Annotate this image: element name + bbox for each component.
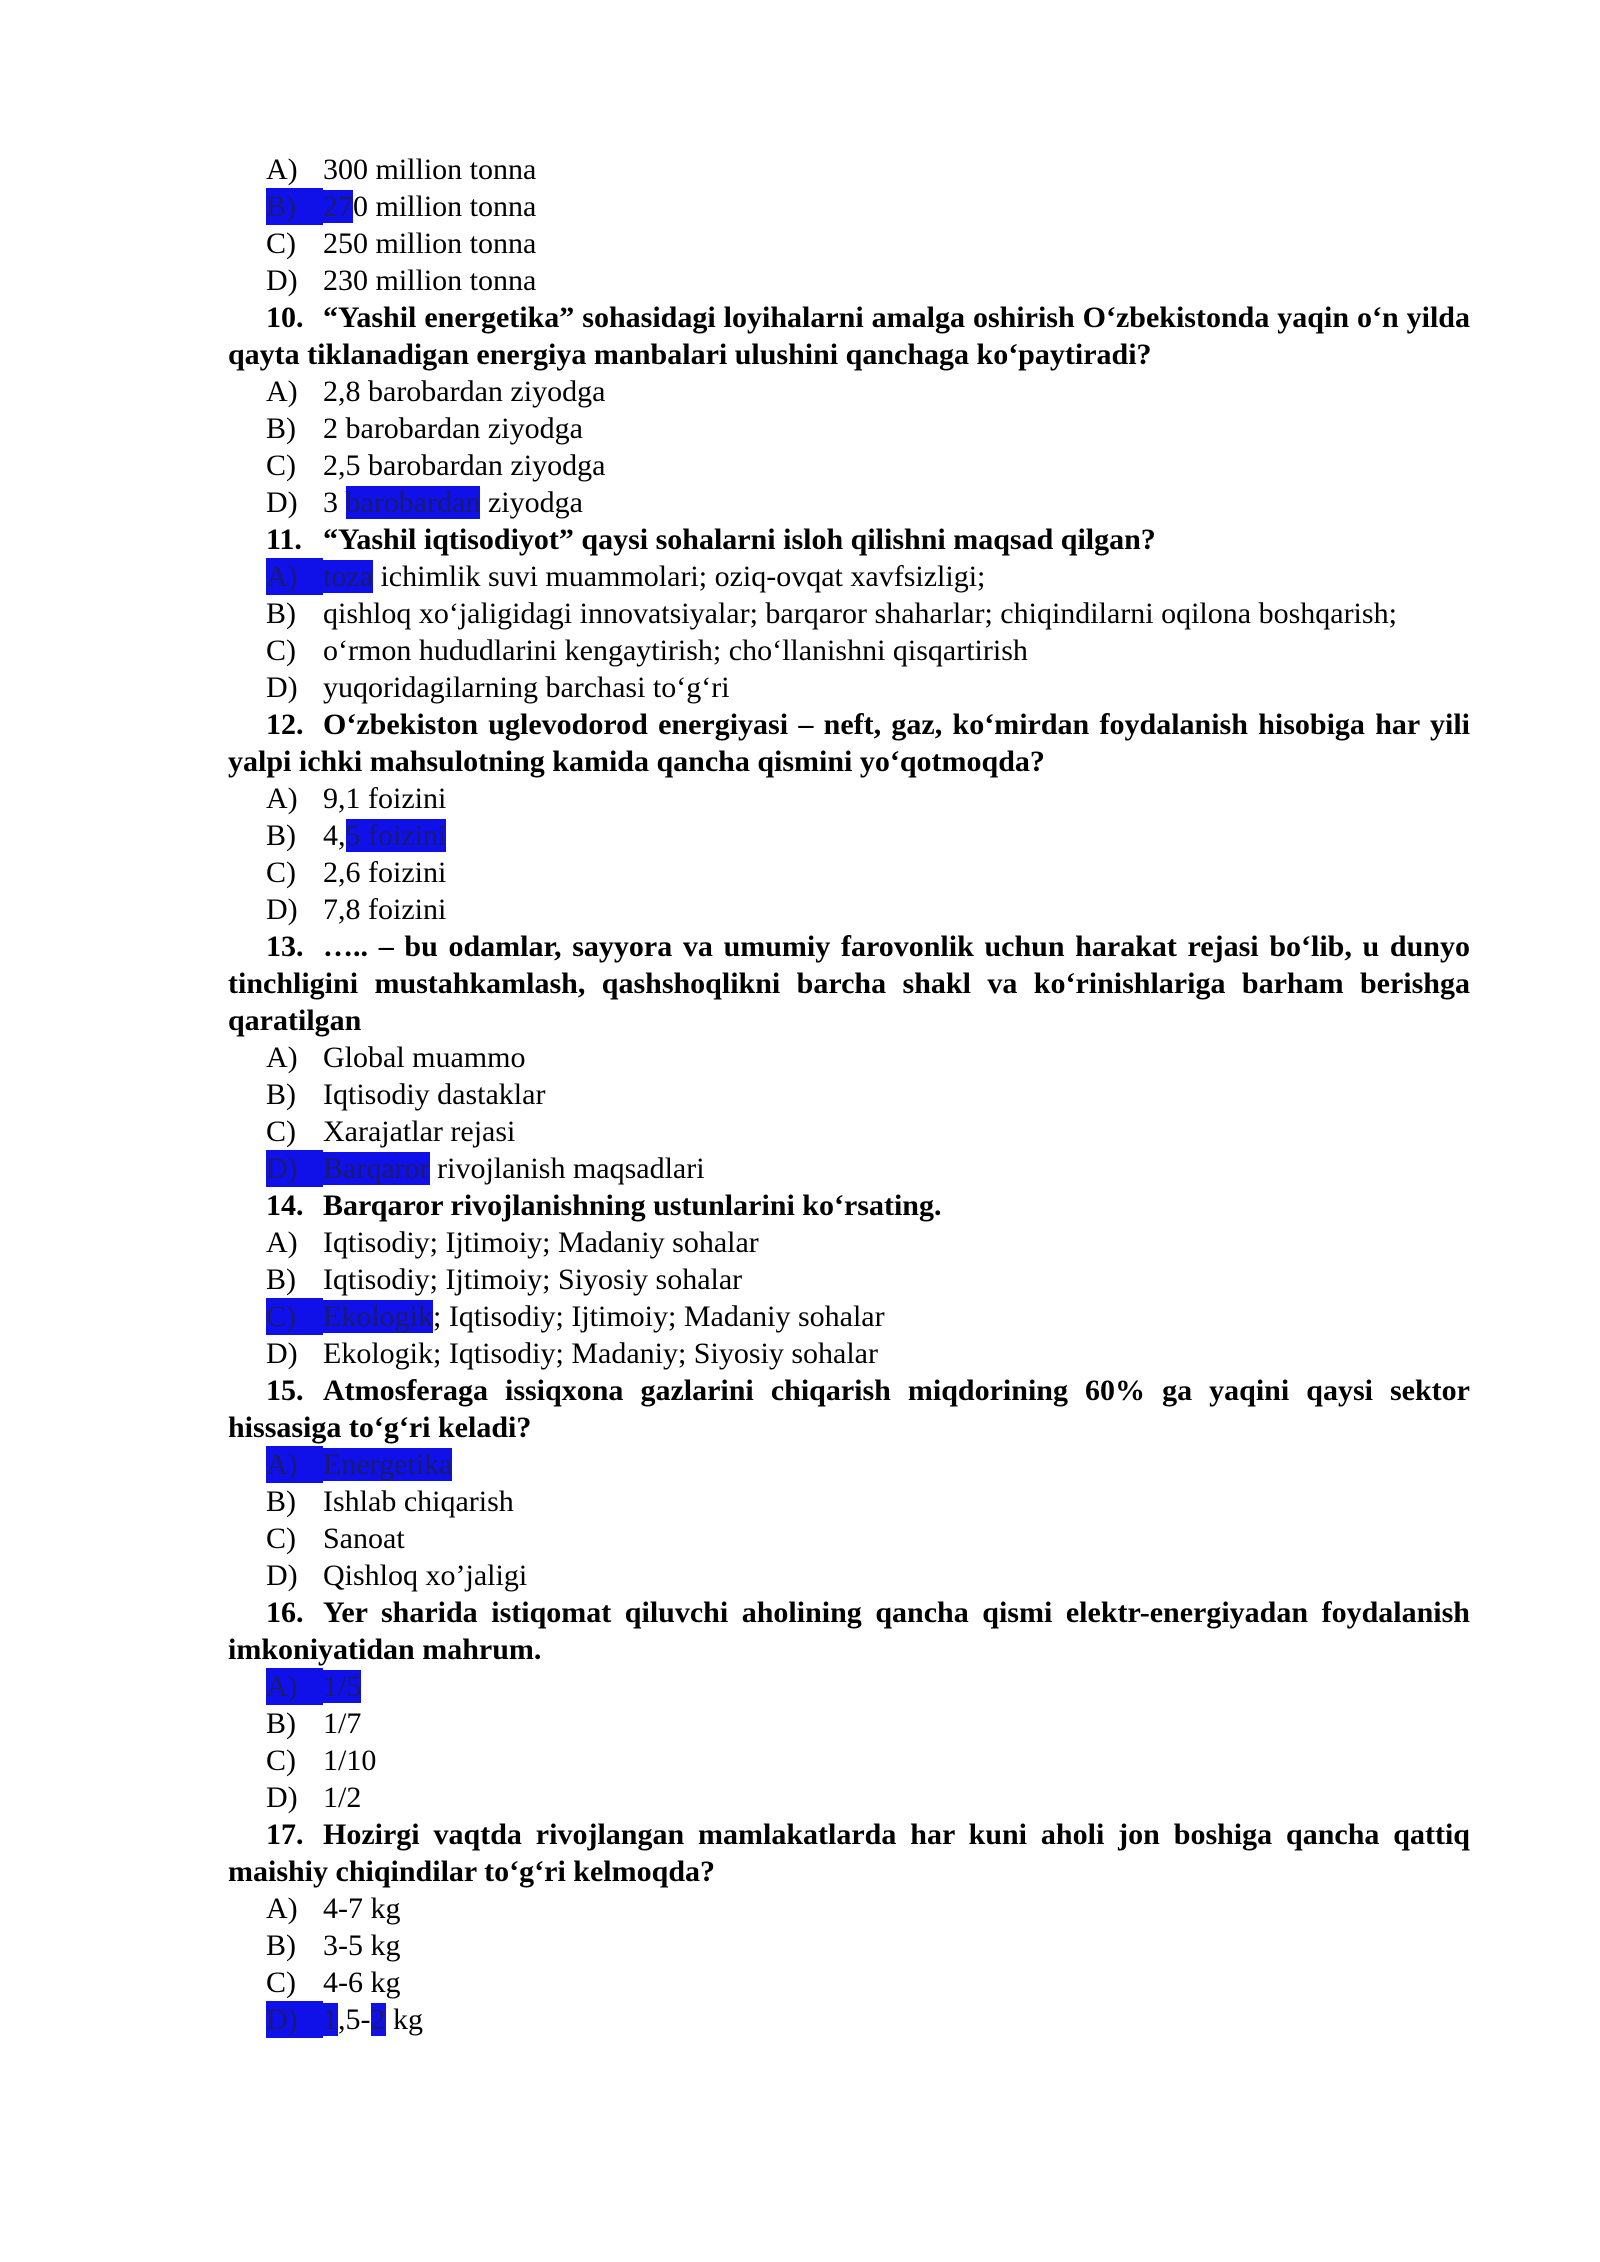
option-label: C)	[266, 1522, 296, 1555]
option-text: 1/7	[323, 1707, 362, 1740]
option-text: 1/2	[323, 1781, 362, 1814]
option-label: B)	[266, 1263, 296, 1296]
highlighted-text: 27	[323, 190, 353, 223]
option-label: C)	[266, 1115, 296, 1148]
option-text: 3	[323, 486, 346, 519]
question-number: 10.	[266, 301, 304, 334]
option-text: rivojlanish maqsadlari	[429, 1152, 705, 1185]
question-10	[228, 299, 1470, 373]
q11-option-b	[228, 595, 1470, 632]
option-text: 4,	[323, 819, 346, 852]
option-label: D)	[266, 1150, 323, 1187]
option-text: 4-6 kg	[323, 1966, 401, 1999]
question-text: “Yashil iqtisodiyot” qaysi sohalarni isloh qilishni maqsad qilgan?	[323, 523, 1156, 556]
option-label: A)	[266, 1041, 298, 1074]
q13-option-a	[228, 1039, 1470, 1076]
q10-option-d	[228, 484, 1470, 521]
question-17	[228, 1816, 1470, 1890]
q12-option-b	[228, 817, 1470, 854]
q14-option-d	[228, 1335, 1470, 1372]
question-number: 16.	[266, 1596, 304, 1629]
option-text: 2,5 barobardan ziyodga	[323, 449, 606, 482]
q15-option-a	[228, 1446, 1470, 1483]
question-text: Atmosferaga issiqxona gazlarini chiqarish miqdorining 60% ga yaqini qaysi sektor hissasiga to‘g‘ri keladi?	[228, 1374, 1470, 1444]
option-label: C)	[266, 634, 296, 667]
quiz-content	[228, 151, 1470, 2038]
highlighted-text: 1	[323, 2003, 338, 2036]
option-text: 250 million tonna	[323, 227, 537, 260]
option-text: qishloq xo‘jaligidagi innovatsiyalar; barqaror shaharlar; chiqindilarni oqilona boshqarish;	[323, 597, 1397, 630]
option-text: o‘rmon hududlarini kengaytirish; cho‘llanishni qisqartirish	[323, 634, 1028, 667]
q17-option-c	[228, 1964, 1470, 2001]
q9-option-b	[228, 188, 1470, 225]
option-label: B)	[266, 188, 323, 225]
option-label: D)	[266, 1337, 298, 1370]
option-label: D)	[266, 2001, 323, 2038]
option-text: 3-5 kg	[323, 1929, 401, 1962]
q17-option-a	[228, 1890, 1470, 1927]
option-text: 2,8 barobardan ziyodga	[323, 375, 606, 408]
option-label: A)	[266, 153, 298, 186]
option-text: 4-7 kg	[323, 1892, 401, 1925]
q9-option-a	[228, 151, 1470, 188]
highlighted-text: 1/5	[323, 1670, 362, 1703]
option-text: Sanoat	[323, 1522, 405, 1555]
option-label: A)	[266, 558, 323, 595]
option-text: 9,1 foizini	[323, 782, 447, 815]
q13-option-d	[228, 1150, 1470, 1187]
option-label: D)	[266, 1559, 298, 1592]
option-text: ichimlik suvi muammolari; oziq-ovqat xavfsizligi;	[372, 560, 986, 593]
option-text: 230 million tonna	[323, 264, 537, 297]
question-number: 13.	[266, 930, 304, 963]
option-text: Ekologik; Iqtisodiy; Madaniy; Siyosiy sohalar	[323, 1337, 878, 1370]
question-14	[228, 1187, 1470, 1224]
option-text: yuqoridagilarning barchasi to‘g‘ri	[323, 671, 730, 704]
question-text: Yer sharida istiqomat qiluvchi aholining qancha qismi elektr-energiyadan foydalanish imkoniyatidan mahrum.	[228, 1596, 1470, 1666]
option-label: B)	[266, 1485, 296, 1518]
q16-option-d	[228, 1779, 1470, 1816]
option-label: A)	[266, 1892, 298, 1925]
option-text: Iqtisodiy; Ijtimoiy; Madaniy sohalar	[323, 1226, 759, 1259]
option-label: A)	[266, 375, 298, 408]
option-label: C)	[266, 856, 296, 889]
q17-option-d	[228, 2001, 1470, 2038]
option-text: Xarajatlar rejasi	[323, 1115, 516, 1148]
question-number: 15.	[266, 1374, 304, 1407]
option-text: ; Iqtisodiy; Ijtimoiy; Madaniy sohalar	[433, 1300, 885, 1333]
option-text: Qishloq xo’jaligi	[323, 1559, 528, 1592]
option-text: ,5-	[338, 2003, 371, 2036]
option-label: B)	[266, 1707, 296, 1740]
question-12	[228, 706, 1470, 780]
option-label: B)	[266, 412, 296, 445]
highlighted-text: toza	[323, 560, 373, 593]
question-11	[228, 521, 1470, 558]
option-label: D)	[266, 486, 298, 519]
question-text: ….. – bu odamlar, sayyora va umumiy farovonlik uchun harakat rejasi bo‘lib, u dunyo tinchligini mustahkamlash, qashshoqlikni barcha shakl va ko‘rinishlariga barham berishga qaratilgan	[228, 930, 1470, 1037]
option-label: B)	[266, 819, 296, 852]
question-number: 14.	[266, 1189, 304, 1222]
q16-option-b	[228, 1705, 1470, 1742]
q17-option-b	[228, 1927, 1470, 1964]
option-text: 1/10	[323, 1744, 377, 1777]
option-label: D)	[266, 671, 298, 704]
option-label: A)	[266, 1668, 323, 1705]
option-label: B)	[266, 1078, 296, 1111]
q12-option-a	[228, 780, 1470, 817]
q13-option-b	[228, 1076, 1470, 1113]
q10-option-c	[228, 447, 1470, 484]
highlighted-text: Ekologik	[323, 1300, 433, 1333]
option-text: 7,8 foizini	[323, 893, 447, 926]
q15-option-d	[228, 1557, 1470, 1594]
option-label: D)	[266, 1781, 298, 1814]
option-text: Iqtisodiy; Ijtimoiy; Siyosiy sohalar	[323, 1263, 743, 1296]
q15-option-c	[228, 1520, 1470, 1557]
q10-option-b	[228, 410, 1470, 447]
question-number: 12.	[266, 708, 304, 741]
question-text: Barqaror rivojlanishning ustunlarini ko‘rsating.	[323, 1189, 942, 1222]
option-label: D)	[266, 893, 298, 926]
q15-option-b	[228, 1483, 1470, 1520]
highlighted-text: Barqaror	[323, 1152, 430, 1185]
question-13	[228, 928, 1470, 1039]
option-label: C)	[266, 1744, 296, 1777]
q13-option-c	[228, 1113, 1470, 1150]
option-label: B)	[266, 597, 296, 630]
option-label: A)	[266, 1446, 323, 1483]
q11-option-c	[228, 632, 1470, 669]
question-number: 17.	[266, 1818, 304, 1851]
option-text: ziyodga	[480, 486, 583, 519]
option-label: B)	[266, 1929, 296, 1962]
highlighted-text: 5 foizini	[345, 819, 447, 852]
q12-option-c	[228, 854, 1470, 891]
q9-option-c	[228, 225, 1470, 262]
q12-option-d	[228, 891, 1470, 928]
q14-option-c	[228, 1298, 1470, 1335]
option-text: kg	[385, 2003, 423, 2036]
option-label: A)	[266, 782, 298, 815]
option-text: 2 barobardan ziyodga	[323, 412, 583, 445]
q14-option-b	[228, 1261, 1470, 1298]
option-text: Iqtisodiy dastaklar	[323, 1078, 546, 1111]
q10-option-a	[228, 373, 1470, 410]
option-text: 0 million tonna	[353, 190, 537, 223]
option-label: A)	[266, 1226, 298, 1259]
option-label: D)	[266, 264, 298, 297]
option-text: Global muammo	[323, 1041, 526, 1074]
highlighted-text: 2	[370, 2003, 386, 2036]
option-label: C)	[266, 449, 296, 482]
option-text: 2,6 foizini	[323, 856, 447, 889]
question-15	[228, 1372, 1470, 1446]
q16-option-c	[228, 1742, 1470, 1779]
question-text: “Yashil energetika” sohasidagi loyihalarni amalga oshirish O‘zbekistonda yaqin o‘n yilda qayta tiklanadigan energiya manbalari ulushini qanchaga ko‘paytiradi?	[228, 301, 1470, 371]
q14-option-a	[228, 1224, 1470, 1261]
highlighted-text: barobardan	[345, 486, 481, 519]
q16-option-a	[228, 1668, 1470, 1705]
option-label: C)	[266, 227, 296, 260]
option-text: Ishlab chiqarish	[323, 1485, 514, 1518]
highlighted-text: Energetika	[323, 1448, 453, 1481]
question-text: Hozirgi vaqtda rivojlangan mamlakatlarda har kuni aholi jon boshiga qancha qattiq maishiy chiqindilar to‘g‘ri kelmoqda?	[228, 1818, 1470, 1888]
option-text: 300 million tonna	[323, 153, 537, 186]
option-label: C)	[266, 1298, 323, 1335]
q11-option-a	[228, 558, 1470, 595]
option-label: C)	[266, 1966, 296, 1999]
question-16	[228, 1594, 1470, 1668]
question-number: 11.	[266, 523, 302, 556]
question-text: O‘zbekiston uglevodorod energiyasi – neft, gaz, ko‘mirdan foydalanish hisobiga har yili yalpi ichki mahsulotning kamida qancha qismini yo‘qotmoqda?	[228, 708, 1470, 778]
q9-option-d	[228, 262, 1470, 299]
q11-option-d	[228, 669, 1470, 706]
